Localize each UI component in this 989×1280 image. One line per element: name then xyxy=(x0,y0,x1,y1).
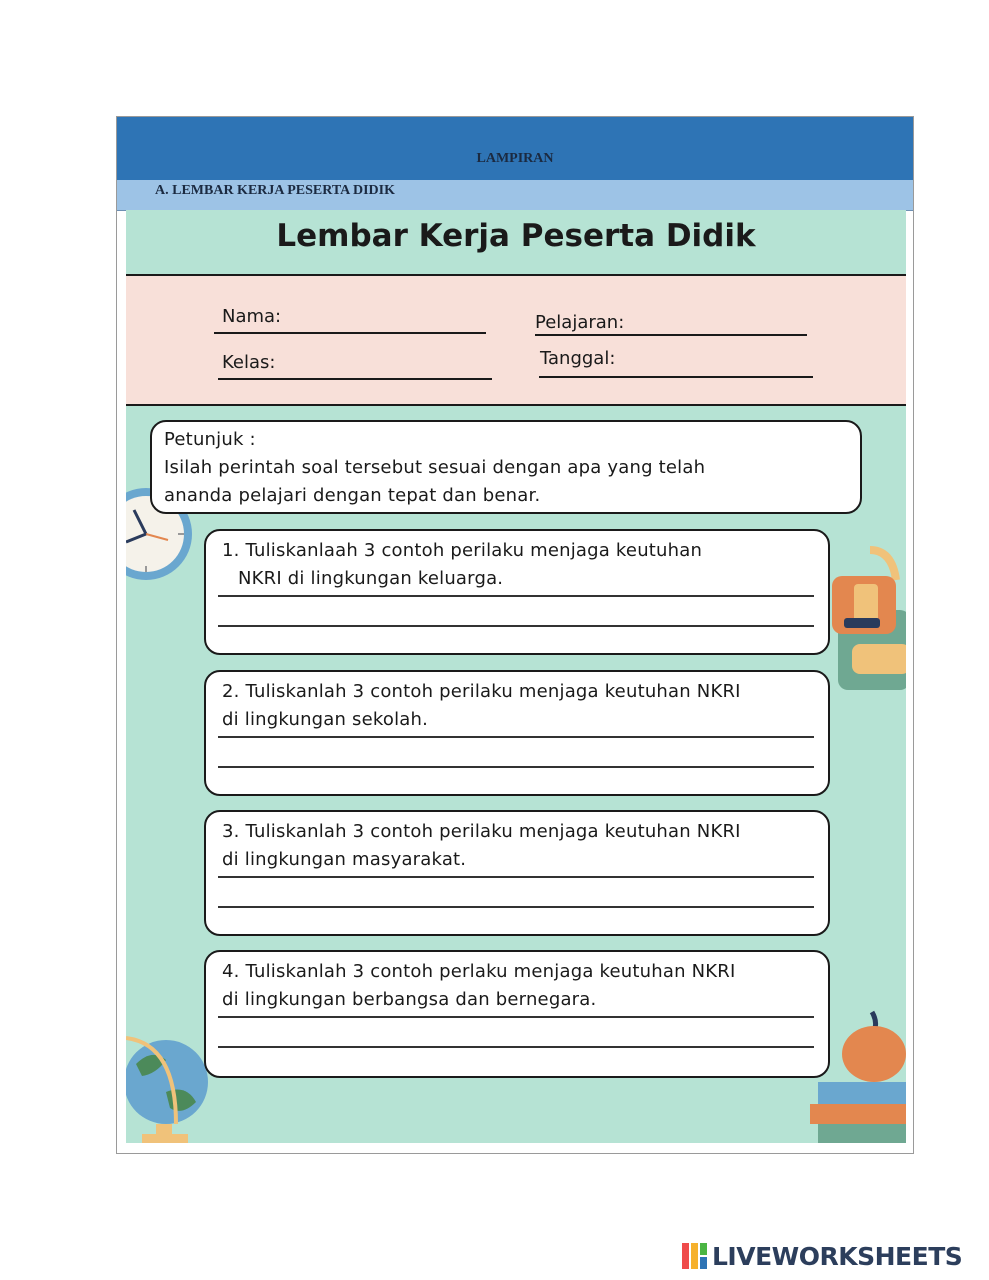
answer-line[interactable] xyxy=(218,625,814,627)
brand-name: LIVEWORKSHEETS xyxy=(712,1241,963,1271)
question-text: 4. Tuliskanlah 3 contoh perlaku menjaga keutuhan NKRI xyxy=(222,961,736,982)
globe-icon xyxy=(126,1024,216,1143)
question-box-4 xyxy=(204,950,830,1078)
nama-line[interactable] xyxy=(214,332,486,334)
question-text: 1. Tuliskanlaah 3 contoh perilaku menjaga keutuhan xyxy=(222,540,703,561)
kelas-label: Kelas: xyxy=(222,352,276,373)
divider xyxy=(126,404,906,406)
nama-label: Nama: xyxy=(222,306,282,327)
page-title: LAMPIRAN xyxy=(476,151,554,166)
tanggal-label: Tanggal: xyxy=(540,348,616,369)
pelajaran-line[interactable] xyxy=(535,334,807,336)
section-title: A. LEMBAR KERJA PESERTA DIDIK xyxy=(155,183,396,198)
instructions-box xyxy=(150,420,862,514)
question-text: di lingkungan sekolah. xyxy=(222,709,429,730)
question-text: di lingkungan masyarakat. xyxy=(222,849,467,870)
answer-line[interactable] xyxy=(218,595,814,597)
instructions-line2: ananda pelajari dengan tepat dan benar. xyxy=(164,485,541,506)
question-text: 2. Tuliskanlah 3 contoh perilaku menjaga keutuhan NKRI xyxy=(222,681,741,702)
question-box-1 xyxy=(204,529,830,655)
question-box-2 xyxy=(204,670,830,796)
answer-line[interactable] xyxy=(218,1016,814,1018)
answer-line[interactable] xyxy=(218,906,814,908)
answer-line[interactable] xyxy=(218,876,814,878)
question-text: di lingkungan berbangsa dan bernegara. xyxy=(222,989,597,1010)
header-band xyxy=(117,117,913,181)
student-info-panel xyxy=(126,276,906,404)
liveworksheets-logo-icon xyxy=(682,1243,708,1269)
backpack-icon xyxy=(830,540,906,690)
tanggal-line[interactable] xyxy=(539,376,813,378)
instructions-heading: Petunjuk : xyxy=(164,429,256,450)
question-text: NKRI di lingkungan keluarga. xyxy=(238,568,504,589)
worksheet xyxy=(126,210,906,1143)
question-text: 3. Tuliskanlah 3 contoh perilaku menjaga keutuhan NKRI xyxy=(222,821,741,842)
worksheet-title: Lembar Kerja Peserta Didik xyxy=(276,218,756,254)
section-band xyxy=(117,180,913,211)
answer-line[interactable] xyxy=(218,1046,814,1048)
question-box-3 xyxy=(204,810,830,936)
answer-line[interactable] xyxy=(218,766,814,768)
liveworksheets-logo[interactable] xyxy=(682,1240,962,1272)
answer-line[interactable] xyxy=(218,736,814,738)
instructions-line1: Isilah perintah soal tersebut sesuai dengan apa yang telah xyxy=(164,457,706,478)
pelajaran-label: Pelajaran: xyxy=(535,312,625,333)
kelas-line[interactable] xyxy=(218,378,492,380)
